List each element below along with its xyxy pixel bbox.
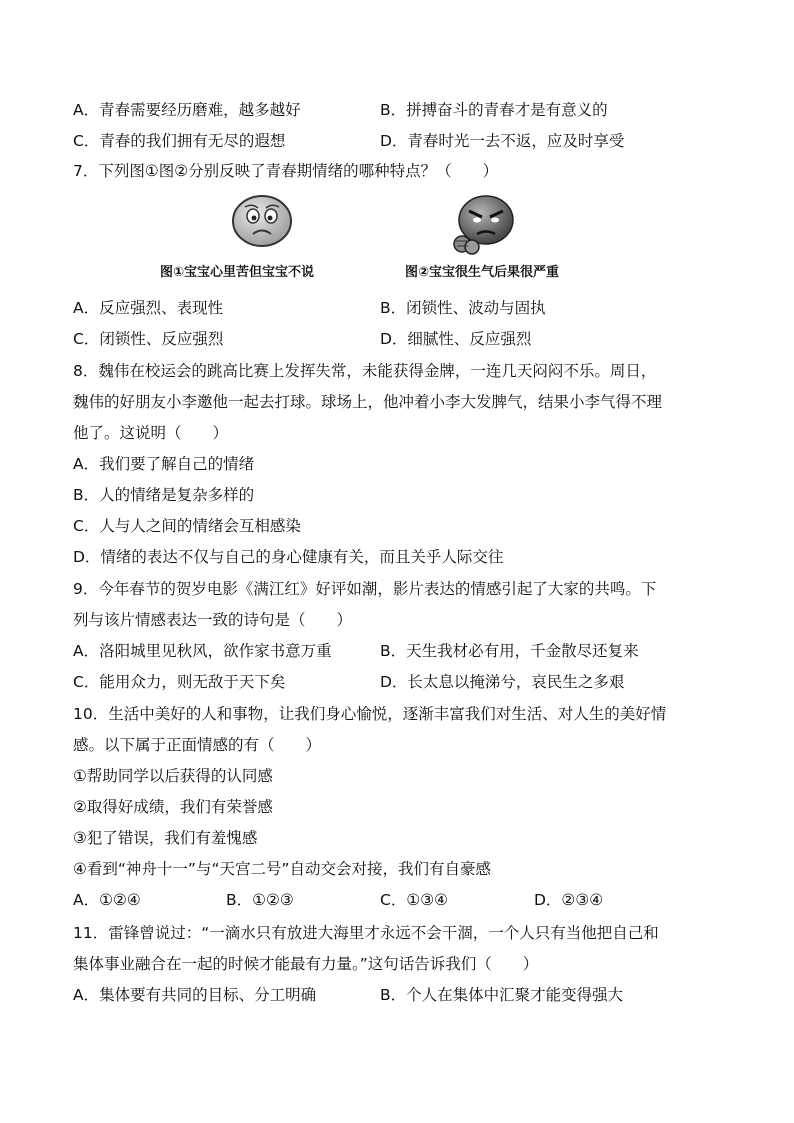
q9-stem-line-2: 列与该片情感表达一致的诗句是（ ）	[73, 611, 353, 629]
q10-option-c: C．①③④	[380, 891, 449, 909]
q6-option-d: D．青春时光一去不返，应及时享受	[380, 132, 625, 150]
q11-stem-line-1: 11．雷锋曾说过：“一滴水只有放进大海里才永远不会干涸，一个人只有当他把自己和	[73, 924, 659, 942]
q10-stem-line-1: 10．生活中美好的人和事物，让我们身心愉悦，逐渐丰富我们对生活、对人生的美好情	[73, 705, 667, 723]
q10-item-2: ②取得好成绩，我们有荣誉感	[73, 798, 273, 816]
q8-stem-line-2: 魏伟的好朋友小李邀他一起去打球。球场上，他冲着小李大发脾气，结果小李气得不理	[73, 393, 663, 411]
q8-option-c: C．人与人之间的情绪会互相感染	[73, 517, 301, 535]
q11-option-a: A．集体要有共同的目标、分工明确	[73, 986, 317, 1004]
q8-option-b: B．人的情绪是复杂多样的	[73, 486, 255, 504]
q10-item-4: ④看到“神舟十一”与“天宫二号”自动交会对接，我们有自豪感	[73, 860, 492, 878]
q10-stem-line-2: 感。以下属于正面情感的有（ ）	[73, 736, 322, 754]
q10-option-a: A．①②④	[73, 891, 141, 909]
q7-option-c: C．闭锁性、反应强烈	[73, 330, 224, 348]
q7-stem: 7．下列图①图②分别反映了青春期情绪的哪种特点？（ ）	[73, 162, 499, 180]
q6-option-c: C．青春的我们拥有无尽的遐想	[73, 132, 286, 150]
q7-option-a: A．反应强烈、表现性	[73, 299, 224, 317]
q8-option-d: D．情绪的表达不仅与自己的身心健康有关，而且关乎人际交往	[73, 548, 504, 566]
q8-stem-line-3: 他了。这说明（ ）	[73, 424, 229, 442]
sad-face-emoji-icon	[231, 194, 293, 252]
figure-2-caption: 图②宝宝很生气后果很严重	[405, 265, 560, 280]
q9-stem-line-1: 9．今年春节的贺岁电影《满江红》好评如潮，影片表达的情感引起了大家的共鸣。下	[73, 580, 657, 598]
q6-option-a: A．青春需要经历磨难，越多越好	[73, 101, 301, 119]
q9-option-d: D．长太息以掩涕兮，哀民生之多艰	[380, 673, 625, 691]
figure-1-caption: 图①宝宝心里苦但宝宝不说	[160, 265, 315, 280]
q8-option-a: A．我们要了解自己的情绪	[73, 455, 255, 473]
q10-option-b: B．①②③	[226, 891, 294, 909]
q11-stem-line-2: 集体事业融合在一起的时候才能最有力量。”这句话告诉我们（ ）	[73, 955, 539, 973]
q10-item-1: ①帮助同学以后获得的认同感	[73, 767, 273, 785]
q9-option-b: B．天生我材必有用，千金散尽还复来	[380, 642, 639, 660]
q11-option-b: B．个人在集体中汇聚才能变得强大	[380, 986, 624, 1004]
angry-face-emoji-icon	[449, 194, 519, 262]
q7-option-b: B．闭锁性、波动与固执	[380, 299, 546, 317]
q9-option-a: A．洛阳城里见秋风，欲作家书意万重	[73, 642, 332, 660]
q10-option-d: D．②③④	[534, 891, 604, 909]
q9-option-c: C．能用众力，则无敌于天下矣	[73, 673, 286, 691]
q8-stem-line-1: 8．魏伟在校运会的跳高比赛上发挥失常，未能获得金牌，一连几天闷闷不乐。周日，	[73, 362, 657, 380]
q7-option-d: D．细腻性、反应强烈	[380, 330, 532, 348]
q6-option-b: B．拼搏奋斗的青春才是有意义的	[380, 101, 608, 119]
q10-item-3: ③犯了错误，我们有羞愧感	[73, 829, 258, 847]
